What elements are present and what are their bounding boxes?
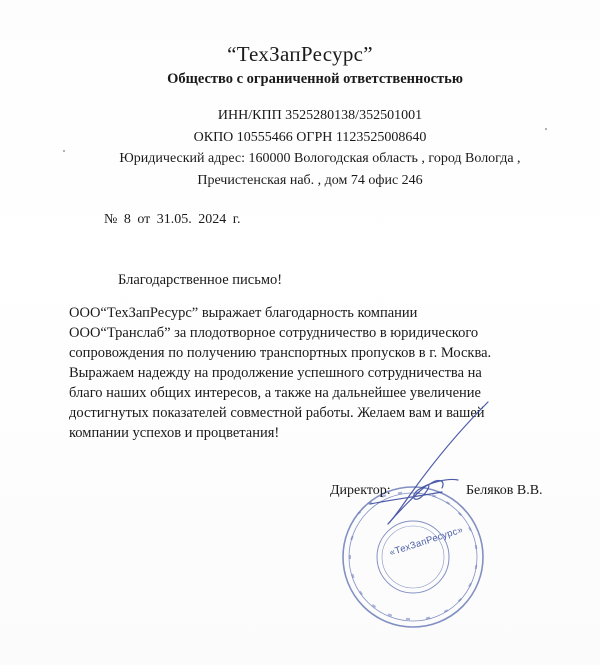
- handwritten-signature: [330, 400, 490, 530]
- inn-kpp: ИНН/КПП 3525280138/352501001: [217, 108, 423, 123]
- company-name: “ТехЗапРесурс”: [227, 42, 373, 66]
- letter-body-line: ООО“ТехЗапРесурс” выражает благодарность компании: [69, 305, 418, 321]
- letter-body-line: благо наших общих интересов, а также на дальнейшее увеличение: [69, 385, 481, 401]
- legal-address-line-1: Юридический адрес: 160000 Вологодская область , город Вологда ,: [119, 151, 521, 166]
- scan-speck: [545, 128, 547, 130]
- letter-body-line: сопровождения по получению транспортных пропусков в г. Москва.: [69, 345, 492, 361]
- letter-body-line: Выражаем надежду на продолжение успешного сотрудничества на: [69, 365, 482, 381]
- letter-title: Благодарственное письмо!: [118, 272, 283, 288]
- okpo-ogrn: ОКПО 10555466 ОГРН 1123525008640: [193, 130, 427, 145]
- signer-position: Директор:: [330, 483, 391, 498]
- seal-center-text: «ТехЗапРесурс»: [388, 524, 465, 559]
- letter-body-line: достигнутых показателей совместной работы. Желаем вам и вашей: [69, 405, 485, 421]
- document-number-date: № 8 от 31.05. 2024 г.: [104, 212, 241, 227]
- legal-address-line-2: Пречистенская наб. , дом 74 офис 246: [197, 173, 423, 188]
- scan-speck: [63, 150, 65, 152]
- company-legal-form: Общество с ограниченной ответственностью: [167, 71, 463, 87]
- letter-body-line: ООО“Транслаб” за плодотворное сотрудничество в юридического: [69, 325, 479, 341]
- letter-body-line: компании успехов и процветания!: [69, 425, 280, 441]
- signer-name: Беляков В.В.: [466, 483, 543, 498]
